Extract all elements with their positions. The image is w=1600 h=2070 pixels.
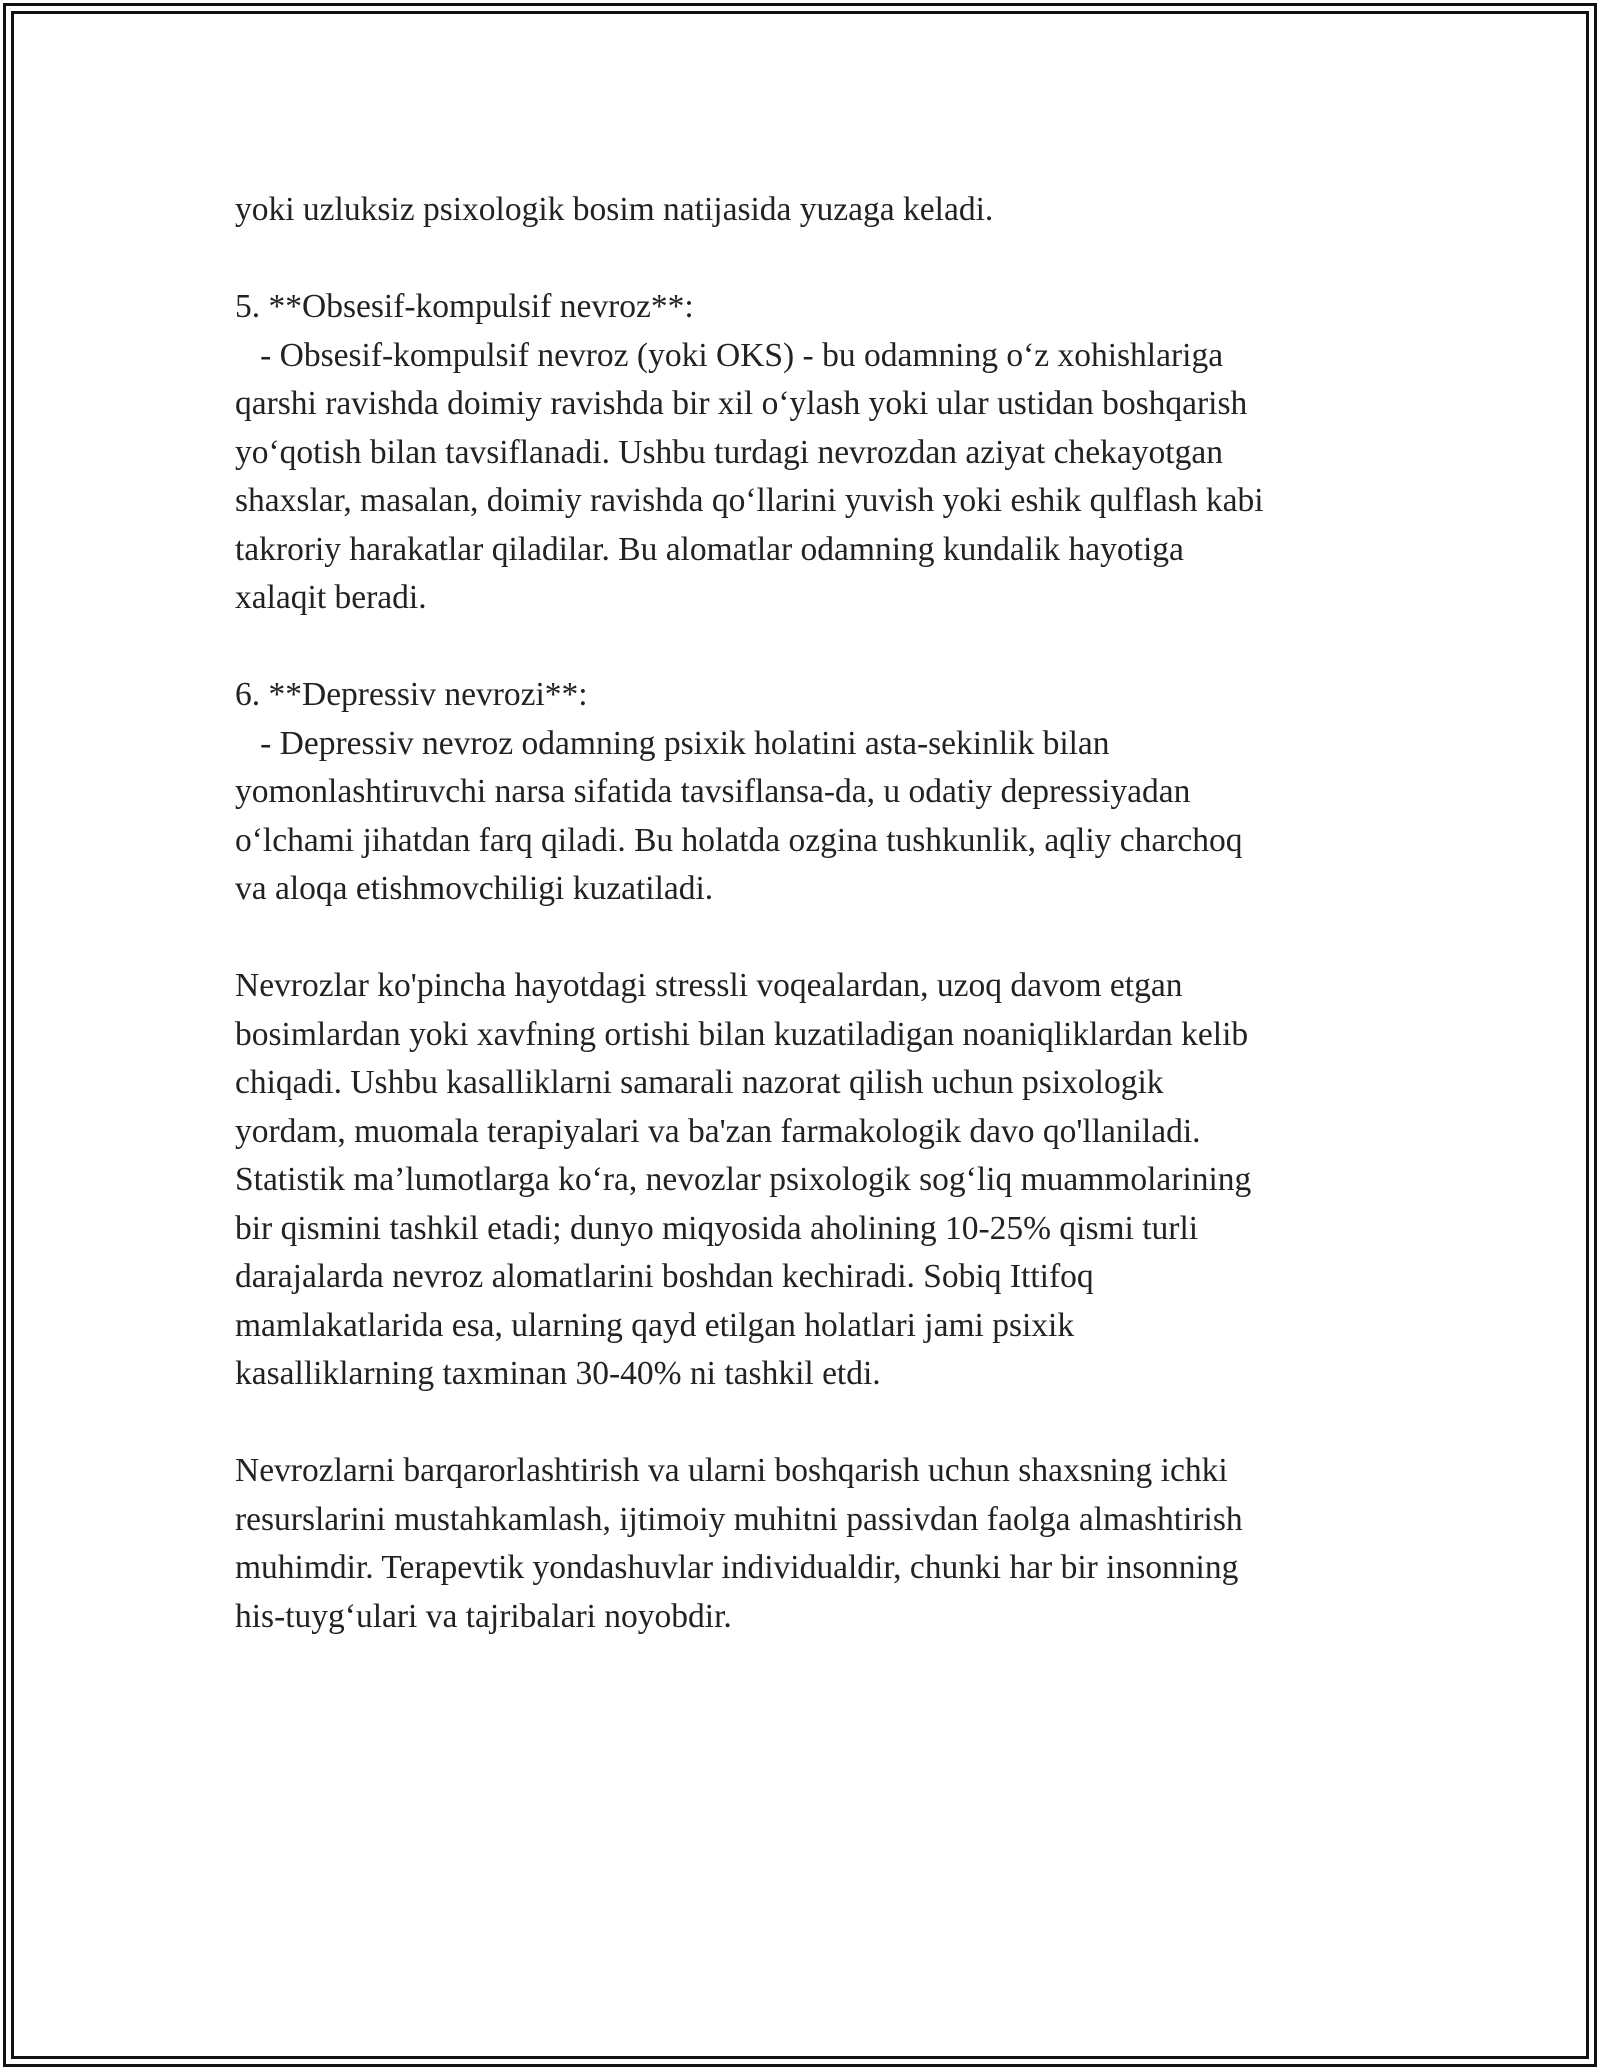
section-obsessive-compulsive <box>235 283 1375 623</box>
text-line: takroriy harakatlar qiladilar. Bu alomatlar odamning kundalik hayotiga <box>235 530 1184 568</box>
document-body <box>235 186 1375 1641</box>
text-line: resurslarini mustahkamlash, ijtimoiy muhitni passivdan faolga almashtirish <box>235 1500 1243 1538</box>
paragraph-gap <box>235 623 1375 672</box>
paragraph-causes-statistics <box>235 962 1375 1399</box>
text-line: qarshi ravishda doimiy ravishda bir xil o‘ylash yoki ular ustidan boshqarish <box>235 385 1248 422</box>
text-line: yoki uzluksiz psixologik bosim natijasida yuzaga keladi. <box>235 191 994 228</box>
paragraph-gap <box>235 914 1375 963</box>
text-line: darajalarda nevroz alomatlarini boshdan kechiradi. Sobiq Ittifoq <box>235 1258 1094 1295</box>
paragraph-gap <box>235 235 1375 284</box>
paragraph-continuation <box>235 186 1375 235</box>
text-line: shaxslar, masalan, doimiy ravishda qo‘llarini yuvish yoki eshik qulflash kabi <box>235 482 1264 519</box>
text-line: - Depressiv nevroz odamning psixik holatini asta-sekinlik bilan <box>235 724 1110 762</box>
text-line: his-tuyg‘ulari va tajribalari noyobdir. <box>235 1597 732 1635</box>
text-line: yordam, muomala terapiyalari va ba'zan farmakologik davo qo'llaniladi. <box>235 1112 1201 1150</box>
section-depressive <box>235 671 1375 914</box>
text-line: bir qismini tashkil etadi; dunyo miqyosida aholining 10-25% qismi turli <box>235 1209 1199 1247</box>
text-line: xalaqit beradi. <box>235 579 427 616</box>
text-line: yo‘qotish bilan tavsiflanadi. Ushbu turdagi nevrozdan aziyat chekayotgan <box>235 433 1223 471</box>
text-line: - Obsesif-kompulsif nevroz (yoki OKS) - bu odamning o‘z xohishlariga <box>235 336 1224 374</box>
text-line: muhimdir. Terapevtik yondashuvlar individualdir, chunki har bir insonning <box>235 1549 1239 1586</box>
text-line: Statistik ma’lumotlarga ko‘ra, nevozlar psixologik sog‘liq muammolarining <box>235 1161 1252 1198</box>
text-line: Nevrozlar ko'pincha hayotdagi stressli voqealardan, uzoq davom etgan <box>235 967 1183 1004</box>
text-line: va aloqa etishmovchiligi kuzatiladi. <box>235 870 714 907</box>
text-line: bosimlardan yoki xavfning ortishi bilan kuzatiladigan noaniqliklardan kelib <box>235 1015 1249 1053</box>
text-line: Nevrozlarni barqarorlashtirish va ularni boshqarish uchun shaxsning ichki <box>235 1452 1228 1489</box>
text-line: o‘lchami jihatdan farq qiladi. Bu holatda ozgina tushkunlik, aqliy charchoq <box>235 821 1243 859</box>
text-line: chiqadi. Ushbu kasalliklarni samarali nazorat qilish uchun psixologik <box>235 1064 1164 1101</box>
section-heading: 5. **Obsesif-kompulsif nevroz**: <box>235 288 694 325</box>
text-line: yomonlashtiruvchi narsa sifatida tavsiflansa-da, u odatiy depressiyadan <box>235 773 1191 810</box>
text-line: mamlakatlarida esa, ularning qayd etilgan holatlari jami psixik <box>235 1306 1075 1344</box>
section-heading: 6. **Depressiv nevrozi**: <box>235 676 588 713</box>
text-line: kasalliklarning taxminan 30-40% ni tashkil etdi. <box>235 1355 881 1392</box>
paragraph-management <box>235 1447 1375 1641</box>
paragraph-gap <box>235 1399 1375 1448</box>
